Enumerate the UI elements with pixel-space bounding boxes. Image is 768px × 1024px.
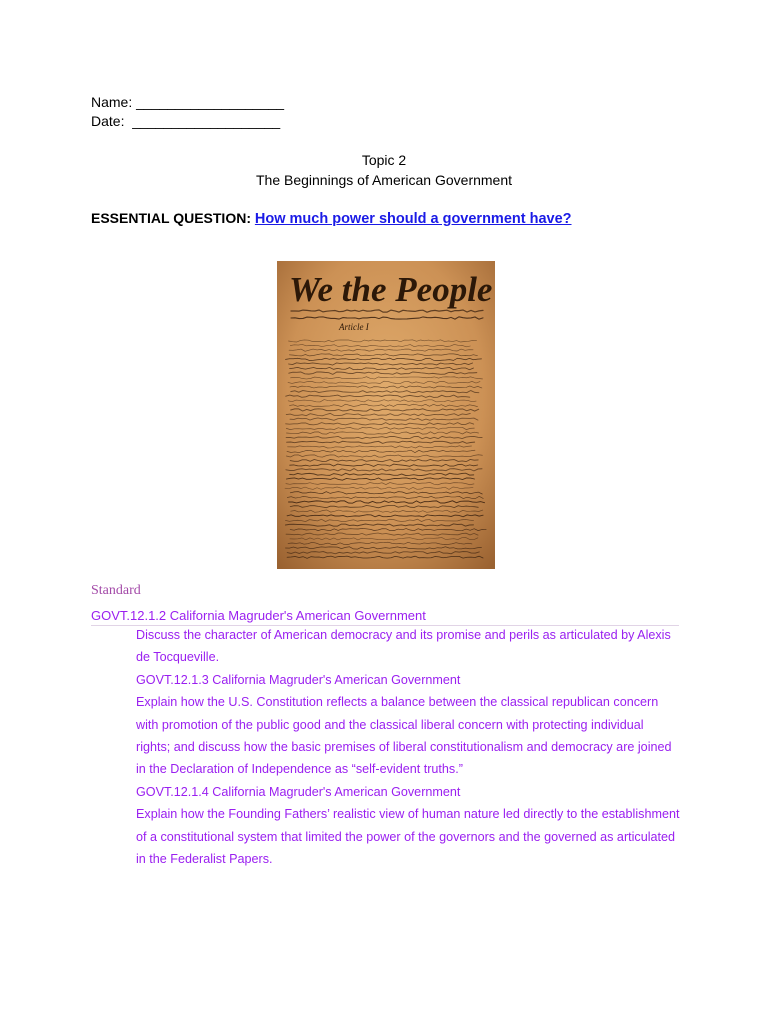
- article-heading-script: Article I: [339, 322, 369, 332]
- standard-line: in the Federalist Papers.: [136, 852, 273, 867]
- name-field: Name: ___________________: [91, 94, 285, 110]
- standard-line: rights; and discuss how the basic premises of liberal constitutionalism and democracy are joined: [136, 740, 672, 755]
- we-the-people-script: We the People: [289, 270, 493, 309]
- standard-body: [136, 624, 688, 870]
- date-field: Date: ___________________: [91, 113, 281, 129]
- standard-line: Explain how the Founding Fathers’ realistic view of human nature led directly to the establishment: [136, 807, 680, 822]
- standard-line: GOVT.12.1.4 California Magruder's American Government: [136, 784, 461, 799]
- essential-question-label: ESSENTIAL QUESTION:: [91, 210, 251, 226]
- standard-line: with promotion of the public good and the classical liberal concern with protecting individual: [136, 717, 644, 732]
- standard-line: Explain how the U.S. Constitution reflects a balance between the classical republican concern: [136, 695, 659, 710]
- standard-line: GOVT.12.1.3 California Magruder's American Government: [136, 672, 461, 687]
- standard-line: in the Declaration of Independence as “self-evident truths.”: [136, 762, 463, 777]
- standard-line: Discuss the character of American democracy and its promise and perils as articulated by Alexis: [136, 628, 671, 642]
- standard-line: of a constitutional system that limited the power of the governors and the governed as articulated: [136, 829, 676, 844]
- standard-heading: Standard: [91, 583, 141, 598]
- topic-title: The Beginnings of American Government: [255, 172, 513, 188]
- essential-question: [91, 209, 572, 228]
- standard-first-code: GOVT.12.1.2 California Magruder's American Government: [91, 608, 426, 623]
- topic-number: Topic 2: [361, 152, 407, 168]
- constitution-image: [277, 261, 495, 569]
- standard-line: de Tocqueville.: [136, 650, 220, 665]
- essential-question-link[interactable]: How much power should a government have?: [254, 211, 572, 227]
